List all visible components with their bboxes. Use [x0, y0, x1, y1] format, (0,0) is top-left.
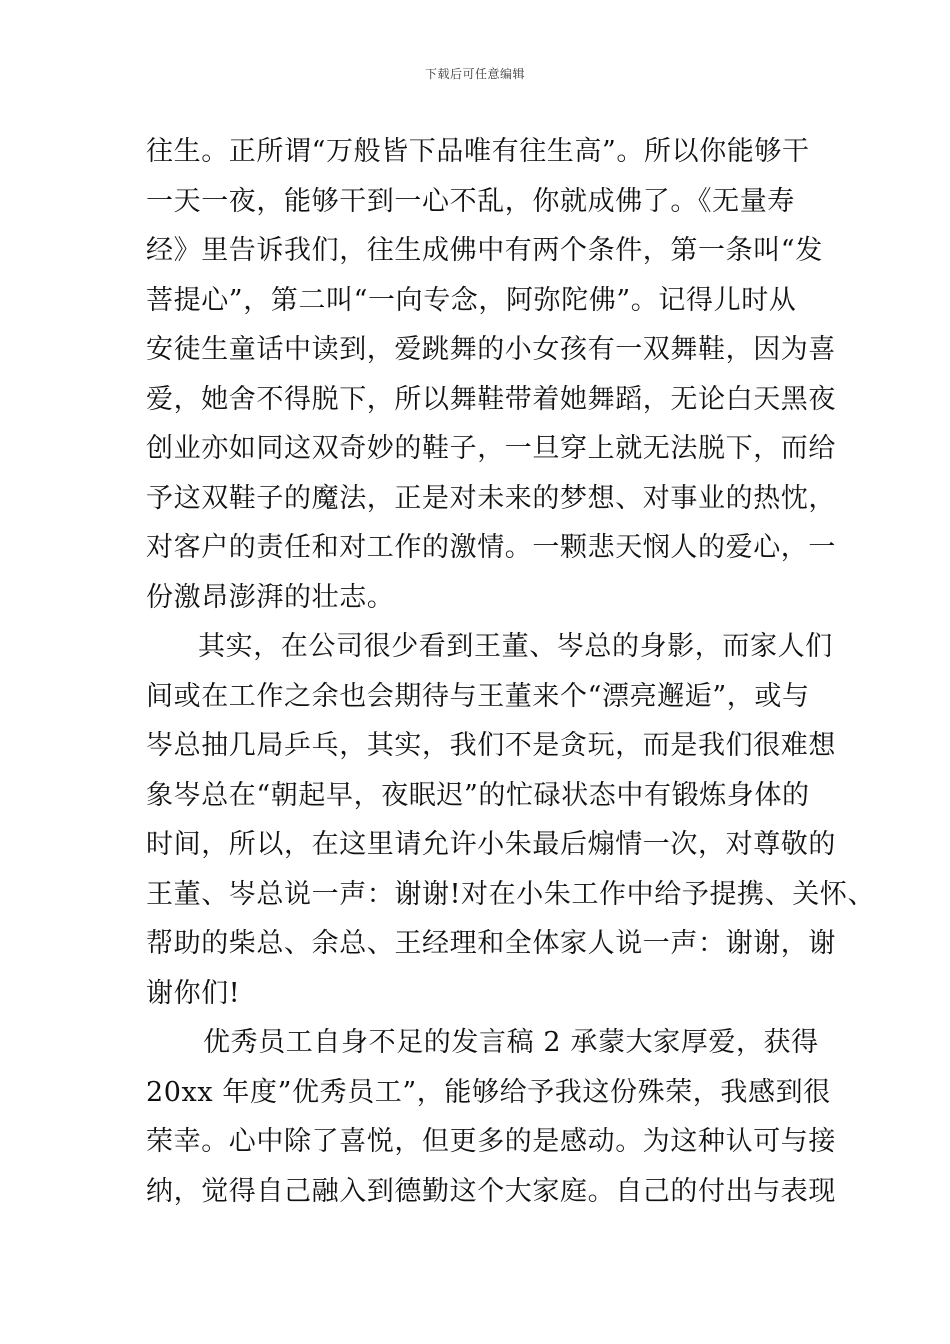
text-line: 对客户的责任和对工作的激情。一颗悲天悯人的爱心，一: [146, 532, 836, 563]
text-line: 予这双鞋子的魔法，正是对未来的梦想、对事业的热忱，: [146, 482, 836, 514]
text-line: 间或在工作之余也会期待与王董来个“漂亮邂逅”，或与: [146, 680, 810, 712]
text-line: 谢你们!: [146, 977, 241, 1009]
text-line: 岑总抽几局乒乓，其实，我们不是贪玩，而是我们很难想: [146, 730, 836, 761]
paragraph-start-line: 优秀员工自身不足的发言稿 2 承蒙大家厚爱，获得: [203, 1027, 819, 1058]
text-line: 创业亦如同这双奇妙的鞋子，一旦穿上就无法脱下，而给: [146, 433, 836, 464]
text-line: 菩提心”，第二叫“一向专念，阿弥陀佛”。记得儿时从: [146, 284, 797, 316]
paragraph-start-line: 其实，在公司很少看到王董、岑总的身影，而家人们: [198, 631, 833, 662]
text-line: 份激昂澎湃的壮志。: [146, 581, 395, 613]
text-line: 纳，觉得自己融入到德勤这个大家庭。自己的付出与表现: [146, 1175, 836, 1207]
text-line: 荣幸。心中除了喜悦，但更多的是感动。为这种认可与接: [146, 1126, 836, 1157]
text-line: 一天一夜，能够干到一心不乱，你就成佛了。《无量寿: [146, 185, 795, 217]
text-line: 20xx 年度”优秀员工”，能够给予我这份殊荣，我感到很: [146, 1076, 831, 1108]
page-header: 下载后可任意编辑: [424, 67, 525, 81]
text-line: 时间，所以，在这里请允许小朱最后煽情一次，对尊敬的: [146, 829, 836, 860]
text-line: 安徒生童话中读到，爱跳舞的小女孩有一双舞鞋，因为喜: [146, 334, 836, 365]
text-line: 经》里告诉我们，往生成佛中有两个条件，第一条叫“发: [146, 235, 823, 266]
document-body: [146, 127, 876, 1216]
text-line: 爱，她舍不得脱下，所以舞鞋带着她舞蹈，无论白天黑夜: [146, 383, 836, 415]
text-line: 帮助的柴总、余总、王经理和全体家人说一声：谢谢，谢: [146, 928, 836, 959]
text-line: 象岑总在“朝起早，夜眠迟”的忙碌状态中有锻炼身体的: [146, 779, 810, 811]
text-line: 王董、岑总说一声：谢谢!对在小朱工作中给予提携、关怀、: [146, 878, 876, 910]
text-line: 往生。正所谓“万般皆下品唯有往生高”。所以你能够干: [146, 136, 810, 167]
